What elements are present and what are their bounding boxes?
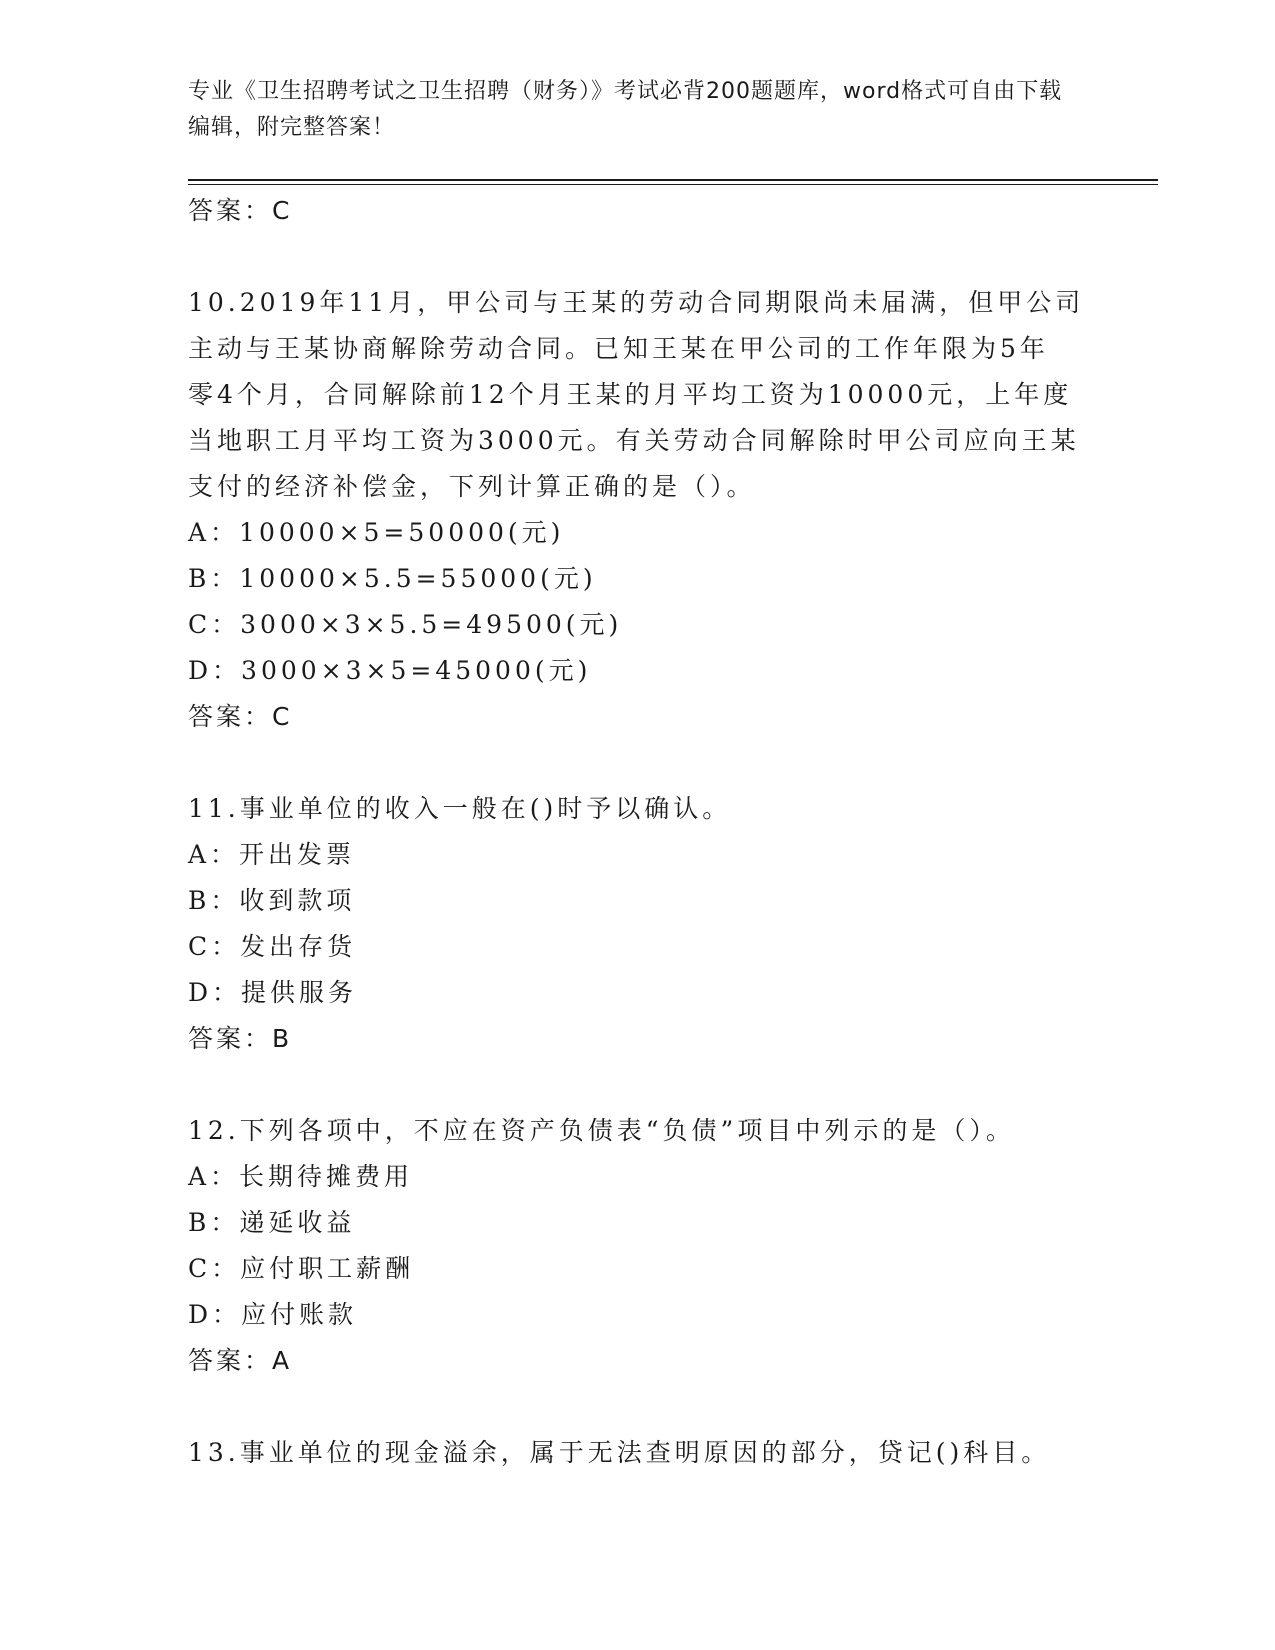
answer-line: 答案：B (188, 1024, 293, 1053)
question-block (188, 1430, 1158, 1476)
spacer (188, 1384, 1158, 1430)
answer-line: 答案：C (188, 196, 293, 225)
option-d: D：3000×3×5=45000(元) (188, 656, 592, 685)
question-stem-line: 零4个月，合同解除前12个月王某的月平均工资为10000元，上年度 (188, 380, 1073, 409)
option-b: B：递延收益 (188, 1208, 356, 1237)
option-a: A：开出发票 (188, 840, 356, 869)
option-b: B：10000×5.5=55000(元) (188, 564, 597, 593)
question-block (188, 1108, 1158, 1384)
spacer (188, 234, 1158, 280)
option-b: B：收到款项 (188, 886, 356, 915)
question-content (188, 188, 1158, 1476)
answer-line: 答案：C (188, 702, 293, 731)
spacer (188, 740, 1158, 786)
question-stem-line: 主动与王某协商解除劳动合同。已知王某在甲公司的工作年限为5年 (188, 334, 1049, 363)
question-stem-line: 支付的经济补偿金，下列计算正确的是（）。 (188, 472, 756, 501)
question-stem-line: 10.2019年11月，甲公司与王某的劳动合同期限尚未届满，但甲公司 (188, 288, 1085, 317)
question-block (188, 786, 1158, 1062)
option-d: D：提供服务 (188, 978, 358, 1007)
option-c: C：3000×3×5.5=49500(元) (188, 610, 623, 639)
spacer (188, 1062, 1158, 1108)
header-rule-thin (188, 184, 1158, 185)
question-stem-line: 12.下列各项中，不应在资产负债表“负债”项目中列示的是（）。 (188, 1116, 1015, 1145)
question-block (188, 280, 1158, 740)
header-rule-thick (188, 179, 1158, 181)
answer-line: 答案：A (188, 1346, 293, 1375)
option-c: C：应付职工薪酬 (188, 1254, 415, 1283)
option-a: A：长期待摊费用 (188, 1162, 414, 1191)
option-d: D：应付账款 (188, 1300, 358, 1329)
question-stem-line: 13.事业单位的现金溢余，属于无法查明原因的部分，贷记()科目。 (188, 1438, 1051, 1467)
option-a: A：10000×5=50000(元) (188, 518, 565, 547)
question-stem-line: 11.事业单位的收入一般在()时予以确认。 (188, 794, 732, 823)
page-header: 专业《卫生招聘考试之卫生招聘（财务）》考试必背200题题库，word格式可自由下载编辑，附完整答案！ (188, 79, 1063, 140)
question-stem-line: 当地职工月平均工资为3000元。有关劳动合同解除时甲公司应向王某 (188, 426, 1080, 455)
option-c: C：发出存货 (188, 932, 357, 961)
